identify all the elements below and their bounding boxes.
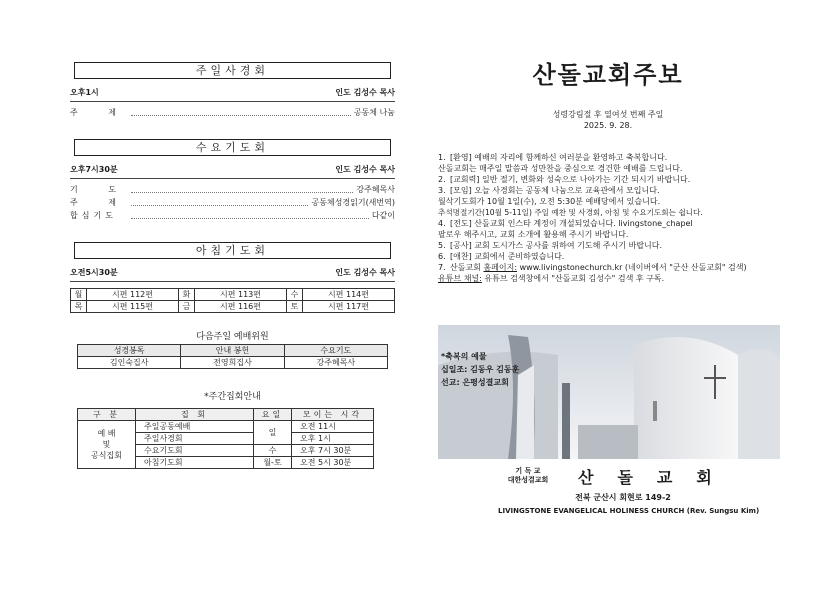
table-cell: 김인숙집사 [78, 357, 181, 369]
meeting-name: 주일공동예배 [136, 421, 254, 433]
notice-number: 6. [438, 252, 446, 261]
list-item [438, 174, 778, 185]
youtube-label: 유튜브 채널: [438, 274, 482, 283]
notice-text: [공사] 교회 도시가스 공사를 위하여 기도해 주시기 바랍니다. [450, 241, 663, 250]
psalm-reading: 시편 113편 [195, 289, 287, 301]
meeting-name: 수요기도회 [136, 445, 254, 457]
dotted-leader [131, 213, 369, 219]
psalm-day: 화 [179, 289, 195, 301]
dotted-leader [131, 110, 351, 116]
notice-text: [모임] 오늘 사경회는 공동체 나눔으로 교육관에서 모입니다. [450, 186, 660, 195]
wednesday-group-prayer-label: 합심기도 [70, 211, 117, 220]
table-header: 성경봉독 [78, 345, 181, 357]
notice-prefix: 산돌교회 [450, 263, 481, 272]
homepage-label: 홈페이지: [483, 263, 518, 272]
table-header: 집 회 [136, 409, 254, 421]
table-header: 구 분 [78, 409, 136, 421]
notice-number: 3. [438, 186, 446, 195]
psalm-reading: 시편 114편 [303, 289, 395, 301]
list-item [438, 185, 778, 196]
wednesday-group-prayer-value: 다같이 [371, 211, 395, 220]
denomination [498, 467, 558, 485]
sunday-topic-row [70, 106, 395, 119]
bulletin-title: 산돌교회주보 [532, 61, 684, 89]
divider [70, 281, 395, 282]
notice-continuation: 팔로우 해주시고, 교회 소개에 활용해 주시기 바랍니다. [438, 230, 629, 239]
psalm-reading: 시편 115편 [87, 301, 179, 313]
morning-section-title: 아침기도회 [74, 242, 391, 259]
church-address: 전북 군산시 회현로 149-2 [575, 493, 671, 502]
notice-number: 4. [438, 219, 446, 228]
sunday-topic-value: 공동체 나눔 [353, 108, 395, 117]
notice-number: 7. [438, 263, 446, 272]
table-header: 모이는 시각 [292, 409, 374, 421]
meeting-name: 주일사경회 [136, 433, 254, 445]
wednesday-topic-value: 공동체성경읽기(새번역) [311, 198, 395, 207]
wednesday-group-prayer-row [70, 209, 395, 222]
wednesday-leader: 인도 김성수 목사 [335, 165, 395, 174]
table-row [78, 421, 374, 433]
psalm-day: 토 [287, 301, 303, 313]
table-row [71, 289, 395, 301]
church-name: 산돌교회 [578, 467, 736, 487]
table-row [78, 357, 388, 369]
bulletin-date: 2025. 9. 28. [583, 121, 633, 130]
church-name-row [498, 466, 748, 486]
wednesday-info-row [70, 164, 395, 176]
notice-number: 1. [438, 153, 446, 162]
blessing-title: *축복의 예물 [441, 352, 487, 361]
sunday-section-title: 주일사경회 [74, 62, 391, 79]
list-item [438, 218, 778, 229]
meeting-name: 아침기도회 [136, 457, 254, 469]
right-page [438, 60, 778, 284]
dotted-leader [131, 200, 308, 206]
meeting-time: 오후 7시 30분 [292, 445, 374, 457]
homepage-text: www.livingstonechurch.kr (네이버에서 "군산 산돌교회" 검색) [517, 263, 747, 272]
meeting-day: 일 [254, 421, 292, 445]
meeting-time: 오후 1시 [292, 433, 374, 445]
church-english-name: LIVINGSTONE EVANGELICAL HOLINESS CHURCH (Rev. Sungsu Kim) [498, 507, 760, 515]
sunday-time: 오후1시 [70, 88, 99, 97]
table-header-row [78, 345, 388, 357]
psalm-reading: 시편 117편 [303, 301, 395, 313]
notice-number: 5. [438, 241, 446, 250]
notice-number: 2. [438, 175, 446, 184]
category-line: 공식집회 [91, 451, 122, 460]
notice-text: [전도] 산돌교회 인스타 계정이 개설되었습니다. livingstone_chapel [450, 219, 693, 228]
meeting-time: 오전 11시 [292, 421, 374, 433]
wednesday-prayer-label: 기 도 [70, 185, 130, 194]
wednesday-prayer-row [70, 183, 395, 196]
wednesday-prayer-value: 강주혜목사 [356, 185, 395, 194]
psalm-table [70, 288, 395, 313]
table-cell: 전영희집사 [181, 357, 284, 369]
next-week-table [77, 344, 388, 369]
bulletin-occasion: 성령강림절 후 열여섯 번째 주일 [552, 110, 664, 119]
meeting-day: 수 [254, 445, 292, 457]
table-header: 요일 [254, 409, 292, 421]
blessing-offering [441, 350, 519, 389]
notice-list [438, 152, 778, 284]
table-header-row [78, 409, 374, 421]
sunday-topic-label: 주 제 [70, 108, 130, 117]
psalm-day: 금 [179, 301, 195, 313]
weekly-meetings-title: *주간집회안내 [204, 392, 261, 402]
wednesday-section-title: 수요기도회 [74, 139, 391, 156]
denomination-bottom: 대한성결교회 [507, 476, 549, 484]
meeting-category [78, 421, 136, 469]
sunday-leader: 인도 김성수 목사 [335, 88, 395, 97]
dotted-leader [131, 187, 353, 193]
notice-text: [교회력] 일반 절기, 변화와 성숙으로 나아가는 기간 되시기 바랍니다. [450, 175, 691, 184]
notice-text: [애찬] 교회에서 준비하였습니다. [450, 252, 565, 261]
church-footer [498, 466, 760, 515]
sunday-info-row [70, 87, 395, 99]
wednesday-topic-row [70, 196, 395, 209]
morning-leader: 인도 김성수 목사 [335, 268, 395, 277]
wednesday-time: 오후7시30분 [70, 165, 118, 174]
church-photo [438, 325, 780, 459]
notice-continuation [438, 273, 778, 284]
category-line: 및 [102, 440, 111, 449]
morning-time: 오전5시30분 [70, 268, 118, 277]
left-page [70, 62, 395, 469]
psalm-day: 월 [71, 289, 87, 301]
list-item [438, 262, 778, 273]
church-building-illustration [438, 325, 780, 459]
denomination-top: 기 독 교 [515, 467, 541, 475]
next-week-title: 다음주일 예배위원 [196, 332, 269, 342]
meeting-time: 오전 5시 30분 [292, 457, 374, 469]
category-line: 예 배 [97, 429, 116, 438]
blessing-mission: 선교: 은평성결교회 [441, 378, 509, 387]
table-cell: 강주혜목사 [284, 357, 387, 369]
psalm-reading: 시편 112편 [87, 289, 179, 301]
list-item [438, 152, 778, 163]
table-header: 수요기도 [284, 345, 387, 357]
divider [70, 178, 395, 179]
list-item [438, 251, 778, 262]
notice-text [450, 262, 747, 273]
blessing-tithe: 십일조: 김동우 김동훈 [441, 365, 520, 374]
divider [70, 101, 395, 102]
notice-continuation: 추석명절기간(10월 5-11일) 주일 예찬 및 사경회, 아침 및 수요기도회는 쉽니다. [438, 208, 703, 217]
list-item [438, 240, 778, 251]
meeting-day: 월-토 [254, 457, 292, 469]
table-row [71, 301, 395, 313]
weekly-meetings-table [77, 408, 374, 469]
table-header: 안내 봉헌 [181, 345, 284, 357]
notice-continuation: 산돌교회는 매주일 말씀과 성만찬을 중심으로 경건한 예배를 드립니다. [438, 164, 683, 173]
notice-text: [환영] 예배의 자리에 함께하신 여러분을 환영하고 축복합니다. [450, 153, 668, 162]
psalm-day: 수 [287, 289, 303, 301]
youtube-text: 유튜브 검색창에서 "산돌교회 김성수" 검색 후 구독. [481, 274, 665, 283]
psalm-reading: 시편 116편 [195, 301, 287, 313]
wednesday-topic-label: 주 제 [70, 198, 130, 207]
notice-continuation: 월삭기도회가 10월 1일(수), 오전 5:30분 예배당에서 있습니다. [438, 197, 661, 206]
morning-info-row [70, 267, 395, 279]
psalm-day: 목 [71, 301, 87, 313]
